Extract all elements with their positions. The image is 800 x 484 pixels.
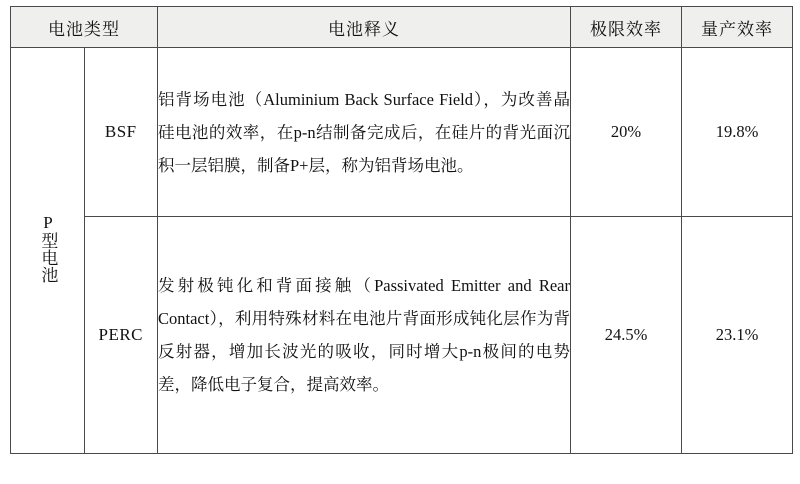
cell-mass-efficiency: 19.8% xyxy=(682,48,793,217)
cell-limit-efficiency: 24.5% xyxy=(571,217,682,454)
cell-subtype: PERC xyxy=(84,217,158,454)
cell-limit-efficiency: 20% xyxy=(571,48,682,217)
table-row xyxy=(11,48,793,217)
table-header-row xyxy=(11,7,793,48)
table-header xyxy=(11,7,793,48)
group-label-text: P型电池 xyxy=(38,213,58,283)
cell-mass-efficiency: 23.1% xyxy=(682,217,793,454)
column-header-definition: 电池释义 xyxy=(158,7,571,48)
table-row xyxy=(11,217,793,454)
column-header-limit-efficiency: 极限效率 xyxy=(571,7,682,48)
column-header-mass-efficiency: 量产效率 xyxy=(682,7,793,48)
solar-cell-types-table xyxy=(10,6,793,454)
cell-definition: 发射极钝化和背面接触（Passivated Emitter and Rear Contact），利用特殊材料在电池片背面形成钝化层作为背反射器，增加长波光的吸收，同时增大p-n极间的电势差，降低电子复合，提高效率。 xyxy=(158,217,571,454)
cell-subtype: BSF xyxy=(84,48,158,217)
cell-definition: 铝背场电池（Aluminium Back Surface Field），为改善晶硅电池的效率，在p-n结制备完成后，在硅片的背光面沉积一层铝膜，制备P+层，称为铝背场电池。 xyxy=(158,48,571,217)
column-header-type: 电池类型 xyxy=(11,7,158,48)
table-body xyxy=(11,48,793,454)
cell-group-label xyxy=(11,48,85,454)
